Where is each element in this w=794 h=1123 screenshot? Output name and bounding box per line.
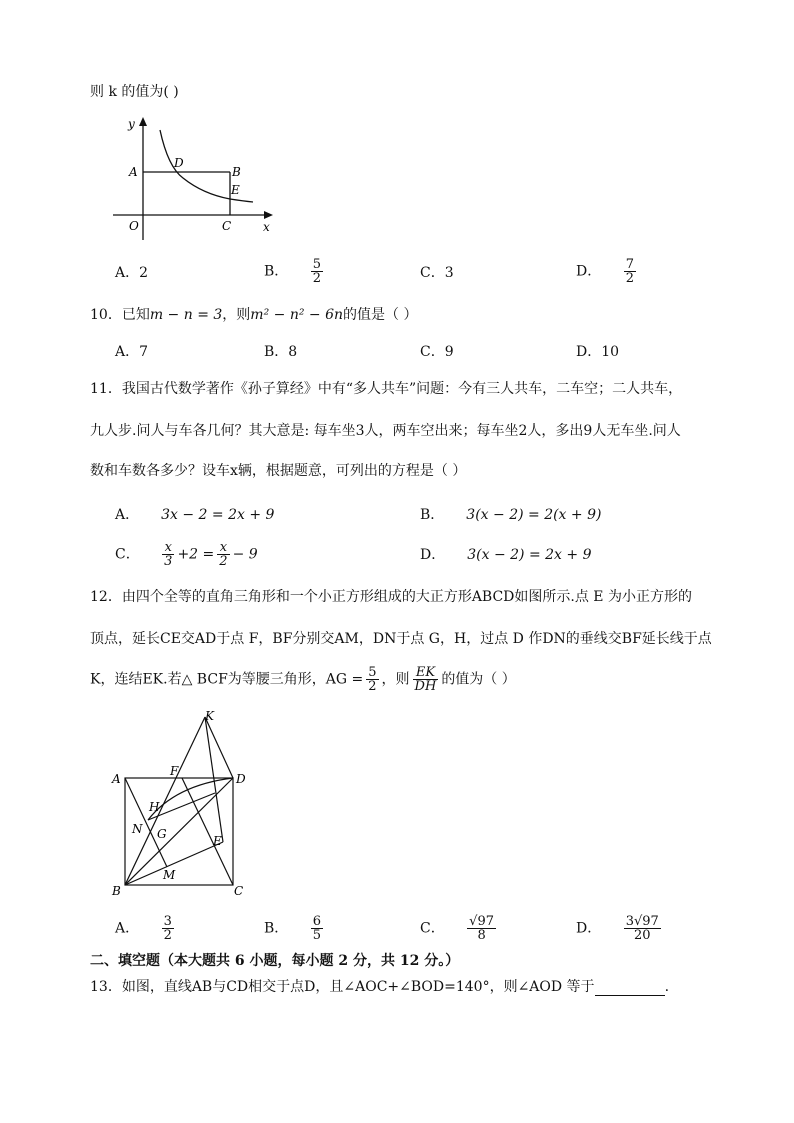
q11-option-c[interactable]: C． $\frac{x}{3}$ +2 = $\frac{x}{2}$ − 9 <box>115 540 258 569</box>
q12-label-d: D <box>236 772 246 786</box>
q12-label-f: F <box>170 764 179 778</box>
q9-option-a[interactable]: A．2 <box>115 265 149 281</box>
fraction: $\frac{3}{2}$ <box>163 914 172 943</box>
q10-stem: 10．已知m − n = 3，则m² − n² − 6n的值是（ ） <box>90 307 418 323</box>
fraction: $\frac{3√97}{20}$ <box>625 914 659 943</box>
q12-label-h: H <box>149 800 160 814</box>
q12-option-c[interactable]: C． $\frac{√97}{8}$ <box>420 914 494 943</box>
q12-option-d[interactable]: D． $\frac{3√97}{20}$ <box>576 914 659 943</box>
q12-label-m: M <box>163 868 176 882</box>
answer-blank[interactable] <box>595 981 665 996</box>
q10-option-b[interactable]: B．8 <box>264 344 298 360</box>
q12-option-a[interactable]: A． $\frac{3}{2}$ <box>115 914 172 943</box>
fraction: $\frac{x}{2}$ <box>219 540 228 569</box>
q10-option-a[interactable]: A．7 <box>115 344 149 360</box>
section-heading: 二、填空题（本大题共 6 小题，每小题 2 分，共 12 分。） <box>90 953 460 969</box>
q11-option-b[interactable]: B． 3(x − 2) = 2(x + 9) <box>420 507 602 523</box>
fraction: $\frac{√97}{8}$ <box>469 914 494 943</box>
q11-line3: 数和车数各多少？设车x辆，根据题意，可列出的方程是（ ） <box>90 463 467 479</box>
q10-option-c[interactable]: C．9 <box>420 344 454 360</box>
q9-label-d: D <box>174 156 184 170</box>
q12-line3: K，连结EK.若△ BCF为等腰三角形，AG = $\frac{5}{2}$ ，则 $\frac{EK}{DH}$ 的值为（ ） <box>90 665 516 694</box>
q11-option-a[interactable]: A． 3x − 2 = 2x + 9 <box>115 507 275 523</box>
q9-label-c: C <box>222 219 232 233</box>
fraction: $\frac{5}{2}$ <box>312 257 322 286</box>
q9-option-b[interactable]: B． $\frac{5}{2}$ <box>264 257 322 286</box>
fraction: $\frac{5}{2}$ <box>368 665 377 694</box>
q12-label-g: G <box>157 827 167 841</box>
q12-option-b[interactable]: B． $\frac{6}{5}$ <box>264 914 322 943</box>
q13-stem: 13．如图，直线AB与CD相交于点D，且∠AOC+∠BOD=140°，则∠AOD 等于 . <box>90 979 670 995</box>
q12-label-n: N <box>132 822 143 836</box>
q10-option-d[interactable]: D．10 <box>576 344 620 360</box>
fraction: $\frac{EK}{DH}$ <box>414 665 437 694</box>
q9-label-a: A <box>129 165 138 179</box>
q9-option-c[interactable]: C．3 <box>420 265 454 281</box>
q12-figure <box>105 705 255 900</box>
q9-label-o: O <box>129 219 139 233</box>
q11-line2: 九人步.问人与车各几何？其大意是: 每车坐3人，两车空出来；每车坐2人，多出9人无车坐.问人 <box>90 423 681 439</box>
q9-label-b: B <box>232 165 241 179</box>
q9-graph <box>108 112 278 242</box>
q12-label-e: E <box>213 834 222 848</box>
q9-stem: 则 k 的值为( ) <box>90 84 179 100</box>
q12-label-k: K <box>205 709 214 723</box>
q9-label-y: y <box>128 117 135 131</box>
q11-line1: 11．我国古代数学著作《孙子算经》中有“多人共车”问题：今有三人共车，二车空；二人共车， <box>90 381 683 397</box>
q12-line1: 12．由四个全等的直角三角形和一个小正方形组成的大正方形ABCD如图所示.点 E 为小正方形的 <box>90 589 692 605</box>
q11-option-d[interactable]: D． 3(x − 2) = 2x + 9 <box>420 547 592 563</box>
q12-line2: 顶点，延长CE交AD于点 F，BF分别交AM，DN于点 G，H，过点 D 作DN的垂线交BF延长线于点 <box>90 631 712 647</box>
fraction: $\frac{x}{3}$ <box>164 540 173 569</box>
fraction: $\frac{7}{2}$ <box>625 257 634 286</box>
q12-label-b: B <box>112 884 121 898</box>
q12-label-c: C <box>234 884 244 898</box>
q9-option-d[interactable]: D． $\frac{7}{2}$ <box>576 257 634 286</box>
fraction: $\frac{6}{5}$ <box>312 914 322 943</box>
q9-label-x: x <box>263 220 270 234</box>
q12-label-a: A <box>112 772 121 786</box>
q9-label-e: E <box>231 183 240 197</box>
